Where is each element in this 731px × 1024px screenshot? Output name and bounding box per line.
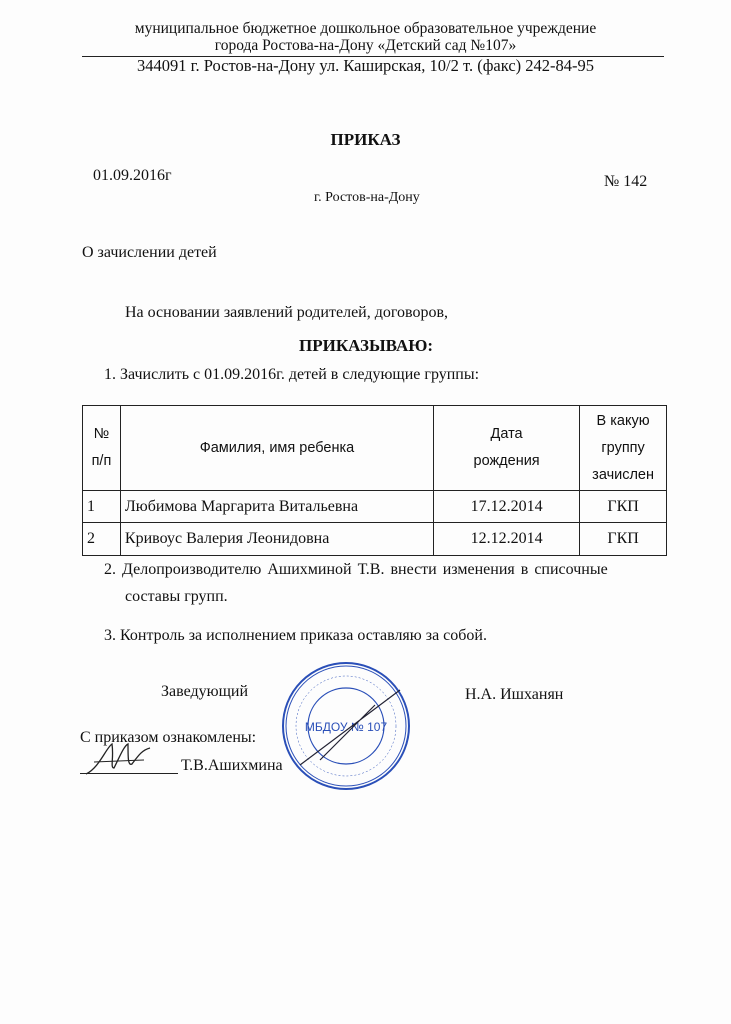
cell-group: ГКП <box>580 523 667 556</box>
cell-name: Любимова Маргарита Витальевна <box>120 491 433 523</box>
header-num: № п/п <box>83 406 121 491</box>
cell-group: ГКП <box>580 491 667 523</box>
letterhead-address: 344091 г. Ростов-на-Дону ул. Каширская, 10/2 т. (факс) 242-84-95 <box>136 56 595 75</box>
signature-icon <box>84 738 154 780</box>
item-2-cont: составы групп. <box>125 588 228 605</box>
order-basis: На основании заявлений родителей, договоров, <box>125 304 449 321</box>
letterhead-line2: города Ростова-на-Дону «Детский сад №107» <box>214 37 517 54</box>
document-title: ПРИКАЗ <box>330 130 401 149</box>
cell-num: 2 <box>83 523 121 556</box>
header-group: В какую группу зачислен <box>580 406 667 491</box>
table-row <box>83 523 667 556</box>
stamp-text: МБДОУ № 107 <box>304 720 388 734</box>
acquainted-name: Т.В.Ашихмина <box>181 757 283 774</box>
order-date: 01.09.2016г <box>93 167 172 184</box>
item-2: 2. Делопроизводителю Ашихминой Т.В. внести изменения в списочные <box>104 561 608 578</box>
item-3: 3. Контроль за исполнением приказа оставляю за собой. <box>104 627 487 644</box>
order-number: № 142 <box>604 173 648 190</box>
cell-dob: 12.12.2014 <box>433 523 579 556</box>
cell-name: Кривоус Валерия Леонидовна <box>120 523 433 556</box>
order-city: г. Ростов-на-Дону <box>314 190 420 205</box>
cell-num: 1 <box>83 491 121 523</box>
children-table <box>82 405 667 556</box>
header-dob: Дата рождения <box>433 406 579 491</box>
item-1: 1. Зачислить с 01.09.2016г. детей в следующие группы: <box>104 366 480 383</box>
table-header-row <box>83 406 667 491</box>
stamp-icon <box>280 660 412 792</box>
head-title: Заведующий <box>161 683 249 700</box>
cell-dob: 17.12.2014 <box>433 491 579 523</box>
order-word: ПРИКАЗЫВАЮ: <box>299 336 434 355</box>
table-row <box>83 491 667 523</box>
acquainted-label: С приказом ознакомлены: <box>80 729 257 746</box>
head-name: Н.А. Ишханян <box>465 686 564 703</box>
header-name: Фамилия, имя ребенка <box>120 406 433 491</box>
order-subject: О зачислении детей <box>82 244 217 261</box>
letterhead-line1: муниципальное бюджетное дошкольное образовательное учреждение <box>134 20 597 37</box>
